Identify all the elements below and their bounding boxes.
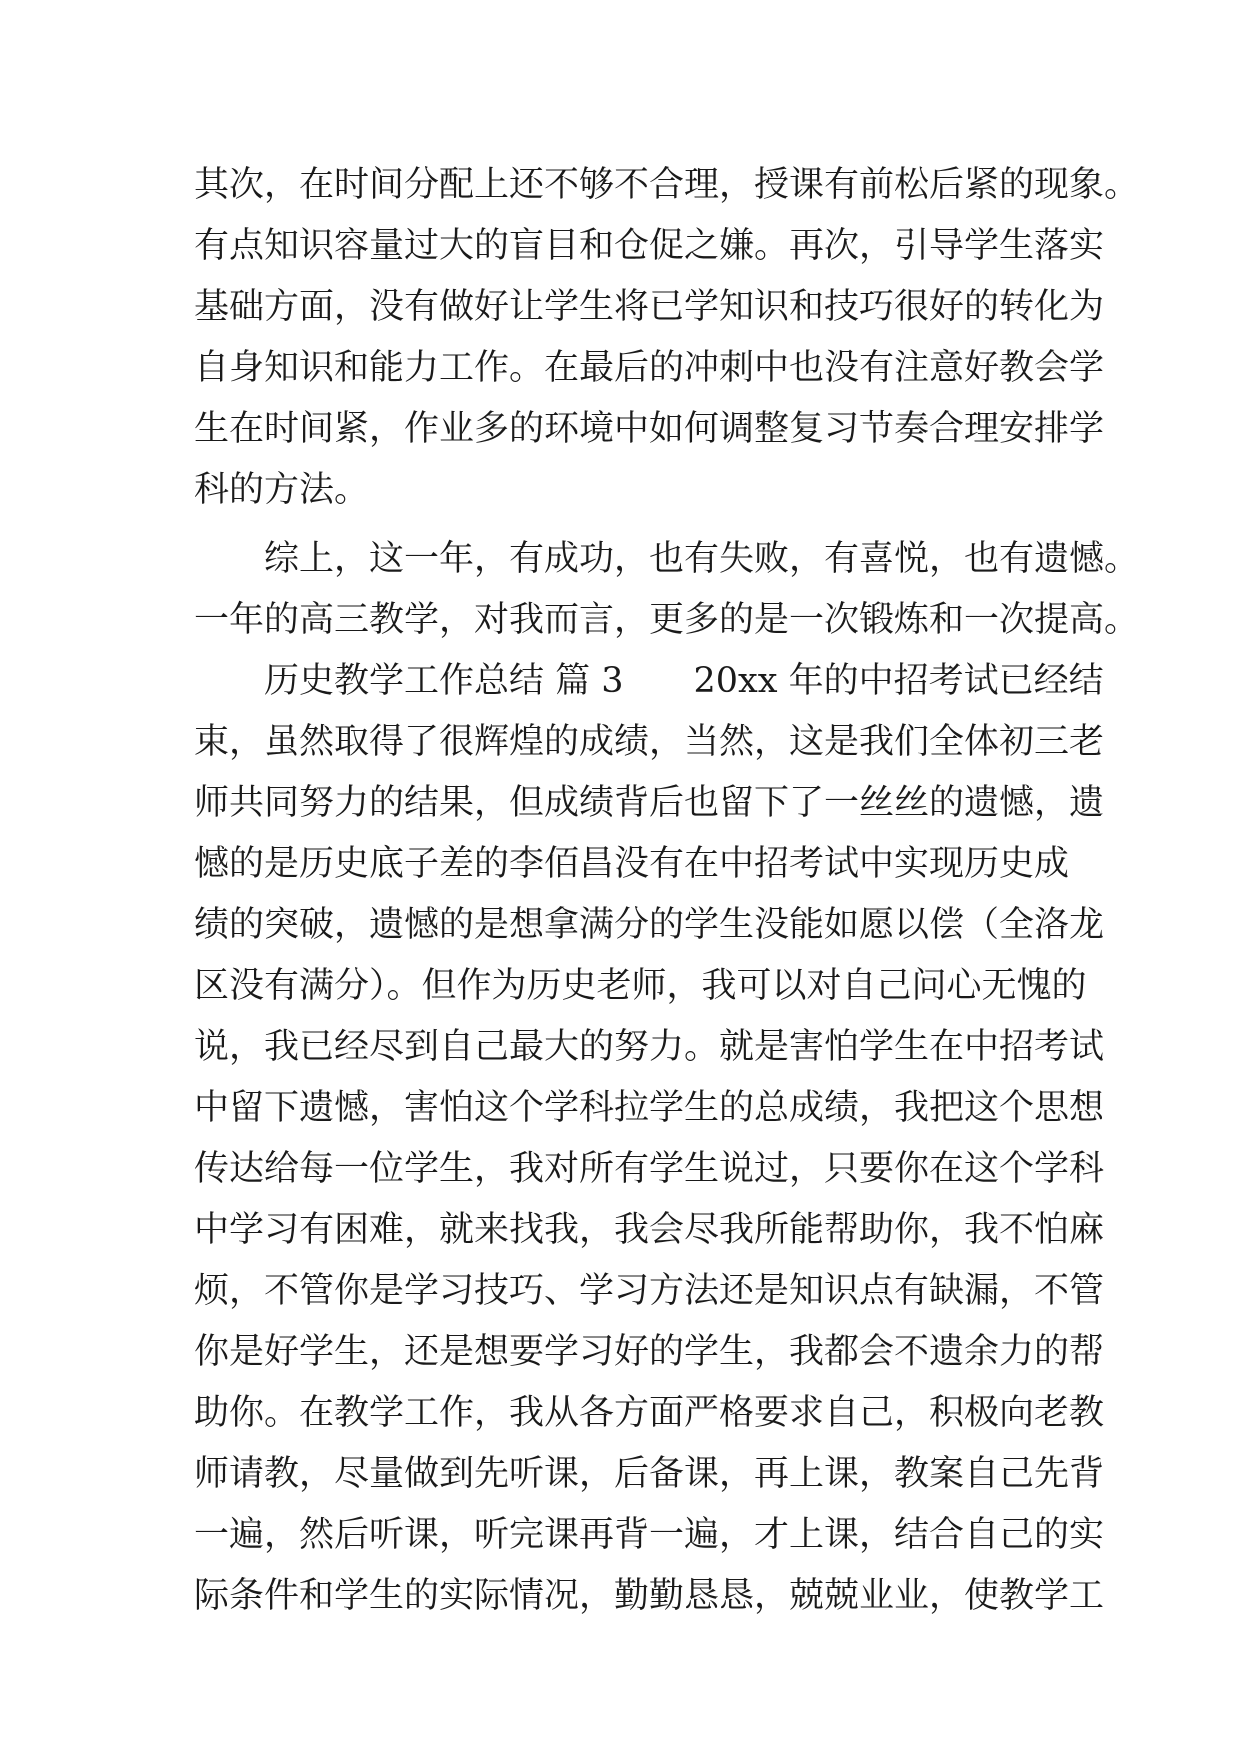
text-line: 你是好学生，还是想要学习好的学生，我都会不遗余力的帮	[194, 1332, 1105, 1372]
text-line: 绩的突破，遗憾的是想拿满分的学生没能如愿以偿（全洛龙	[194, 905, 1105, 945]
text-line: 一年的高三教学，对我而言，更多的是一次锻炼和一次提高。	[194, 600, 1140, 640]
text-line: 师请教，尽量做到先听课，后备课，再上课，教案自己先背	[194, 1454, 1105, 1494]
text-line: 一遍，然后听课，听完课再背一遍，才上课，结合自己的实	[194, 1515, 1105, 1555]
text-line: 憾的是历史底子差的李佰昌没有在中招考试中实现历史成	[194, 844, 1070, 884]
text-line: 中学习有困难，就来找我，我会尽我所能帮助你，我不怕麻	[194, 1210, 1105, 1250]
text-line: 中留下遗憾，害怕这个学科拉学生的总成绩，我把这个思想	[194, 1088, 1105, 1128]
text-line: 有点知识容量过大的盲目和仓促之嫌。再次，引导学生落实	[194, 226, 1105, 266]
text-line: 烦，不管你是学习技巧、学习方法还是知识点有缺漏，不管	[194, 1271, 1105, 1311]
text-line: 传达给每一位学生，我对所有学生说过，只要你在这个学科	[194, 1149, 1105, 1189]
text-line: 其次，在时间分配上还不够不合理，授课有前松后紧的现象。	[194, 165, 1140, 205]
text-line: 区没有满分）。但作为历史老师，我可以对自己问心无愧的	[194, 966, 1087, 1006]
paragraph-time-allocation	[194, 155, 1140, 521]
text-line: 综上，这一年，有成功，也有失败，有喜悦，也有遗憾。	[194, 539, 1140, 579]
document-page	[194, 155, 1140, 1627]
paragraph-history-summary-3	[194, 651, 1105, 1627]
text-line: 际条件和学生的实际情况，勤勤恳恳，兢兢业业，使教学工	[194, 1576, 1105, 1616]
paragraph-spacer	[194, 521, 1054, 529]
text-line: 自身知识和能力工作。在最后的冲刺中也没有注意好教会学	[194, 348, 1105, 388]
text-line: 基础方面，没有做好让学生将已学知识和技巧很好的转化为	[194, 287, 1105, 327]
paragraph-summary	[194, 529, 1140, 651]
text-line: 助你。在教学工作，我从各方面严格要求自己，积极向老教	[194, 1393, 1105, 1433]
text-line: 束，虽然取得了很辉煌的成绩，当然，这是我们全体初三老	[194, 722, 1105, 762]
text-line: 生在时间紧，作业多的环境中如何调整复习节奏合理安排学	[194, 409, 1105, 449]
section-heading-line: 历史教学工作总结 篇 3 20xx 年的中招考试已经结	[194, 661, 1104, 701]
text-line: 师共同努力的结果，但成绩背后也留下了一丝丝的遗憾，遗	[194, 783, 1105, 823]
text-line: 科的方法。	[194, 470, 370, 510]
text-line: 说，我已经尽到自己最大的努力。就是害怕学生在中招考试	[194, 1027, 1105, 1067]
